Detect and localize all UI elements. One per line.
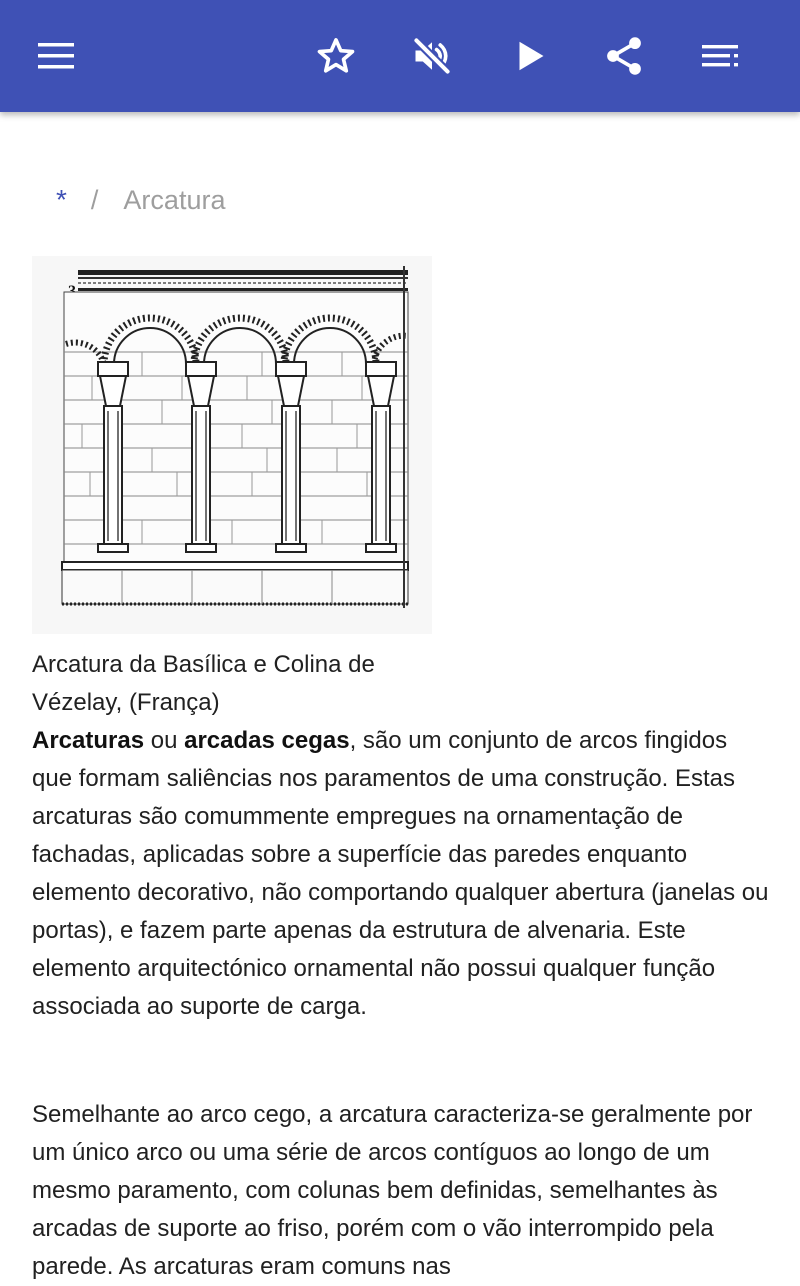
star-outline-icon — [314, 34, 358, 78]
breadcrumb-current: Arcatura — [123, 184, 226, 215]
term-arcaturas: Arcaturas — [32, 727, 145, 754]
menu-button[interactable] — [28, 28, 84, 84]
arcade-drawing — [32, 256, 432, 634]
term-arcadas-cegas: arcadas cegas — [184, 727, 350, 754]
app-bar — [0, 0, 800, 112]
article-paragraph-1 — [32, 722, 772, 1026]
menu-icon — [36, 41, 76, 71]
image-caption: Arcatura da Basílica e Colina de Vézelay, (França) — [32, 651, 375, 716]
favorite-button[interactable] — [308, 28, 364, 84]
article-image[interactable] — [32, 256, 432, 634]
volume-off-icon — [410, 34, 454, 78]
share-button[interactable] — [596, 28, 652, 84]
breadcrumb-separator: / — [90, 184, 99, 215]
share-icon — [602, 34, 646, 78]
paragraph-1-text: , são um conjunto de arcos fingidos que formam saliências nos paramentos de uma construção. Estas arcaturas são comummente empregues na ornamentação de fachadas, aplicadas sobre a superfície das paredes enquanto elemento decorativo, não comportando qualquer abertura (janelas ou portas), e fazem parte apenas da estrutura de alvenaria. Este elemento arquitectónico ornamental não possui qualquer função associada ao suporte de carga. — [32, 727, 769, 1020]
term-joiner: ou — [144, 727, 185, 754]
breadcrumb — [56, 180, 225, 220]
play-icon — [512, 38, 548, 74]
play-button[interactable] — [502, 28, 558, 84]
playlist-icon — [700, 41, 740, 71]
breadcrumb-root-link[interactable]: * — [56, 184, 67, 215]
mute-button[interactable] — [404, 28, 460, 84]
article-paragraph-2: Semelhante ao arco cego, a arcatura caracteriza-se geralmente por um único arco ou uma série de arcos contíguos ao longo de um mesmo paramento, com colunas bem definidas, semelhantes às arcadas de suporte ao friso, porém com o vão interrompido pela parede. As arcaturas eram comuns nas — [32, 1101, 753, 1280]
contents-button[interactable] — [692, 28, 748, 84]
